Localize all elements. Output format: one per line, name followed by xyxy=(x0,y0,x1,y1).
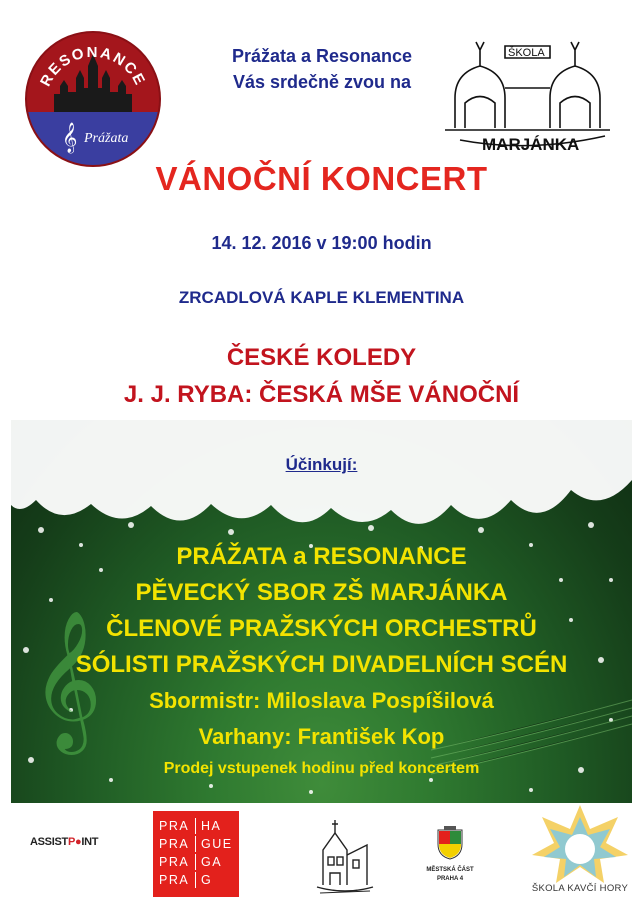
program-line-1: ČESKÉ KOLEDY xyxy=(226,344,417,371)
performer-line-3: ČLENOVÉ PRAŽSKÝCH ORCHESTRŮ xyxy=(106,615,537,642)
resonance-logo-script: Prážata xyxy=(84,131,129,146)
star-icon xyxy=(530,803,630,883)
kavci-hory-name: ŠKOLA KAVČÍ HORY xyxy=(531,883,629,894)
skola-logo-top-text: ŠKOLA xyxy=(508,47,545,59)
performer-line-1: PRÁŽATA a RESONANCE xyxy=(176,543,467,570)
skola-marjanka-logo xyxy=(440,28,615,158)
assist-text: ASSIST xyxy=(30,836,68,848)
assist-p: P xyxy=(67,836,75,848)
district-line-1: MĚSTSKÁ ČÁST xyxy=(426,867,474,873)
svg-text:𝄞: 𝄞 xyxy=(62,123,78,153)
skola-logo-bottom-text: MARJÁNKA xyxy=(482,135,580,154)
invite-line-1: Prážata a Resonance xyxy=(231,46,413,66)
performers-heading: Účinkují: xyxy=(285,455,358,474)
invite-line-2: Vás srdečně zvou na xyxy=(232,72,412,92)
praha4-crest-icon xyxy=(436,826,464,860)
praha4-logo xyxy=(425,826,475,900)
performer-line-4: SÓLISTI PRAŽSKÝCH DIVADELNÍCH SCÉN xyxy=(75,651,568,678)
choirmaster: Sbormistr: Miloslava Pospíšilová xyxy=(149,688,494,713)
organist: Varhany: František Kop xyxy=(198,724,445,749)
resonance-logo-text: RESONANCE xyxy=(37,43,149,90)
skola-kavci-hory-logo xyxy=(530,803,630,903)
praha-cell: HA xyxy=(195,818,231,834)
concert-venue: ZRCADLOVÁ KAPLE KLEMENTINA xyxy=(178,288,465,307)
assist-dot-icon: ● xyxy=(74,836,82,848)
concert-datetime: 14. 12. 2016 v 19:00 hodin xyxy=(211,233,432,253)
svg-text:𝄞: 𝄞 xyxy=(31,610,102,749)
praha-cell: PRA xyxy=(159,837,190,851)
school-sketch-logo xyxy=(315,815,375,897)
praha-cell: PRA xyxy=(159,855,190,869)
district-line-2: PRAHA 4 xyxy=(436,876,464,882)
program-line-2: J. J. RYBA: ČESKÁ MŠE VÁNOČNÍ xyxy=(123,381,520,408)
assistpoint-logo xyxy=(30,836,98,848)
praha-cell: PRA xyxy=(159,873,190,887)
praha-cell: G xyxy=(195,872,231,888)
ticket-info: Prodej vstupenek hodinu před koncertem xyxy=(163,760,480,777)
performer-line-2: PĚVECKÝ SBOR ZŠ MARJÁNKA xyxy=(135,579,508,606)
praha-cell: PRA xyxy=(159,819,190,833)
praha-cell: GUE xyxy=(195,836,231,852)
assist-int: INT xyxy=(81,836,99,848)
resonance-logo xyxy=(24,30,162,168)
concert-title: VÁNOČNÍ KONCERT xyxy=(155,160,488,197)
praha-logo xyxy=(153,811,239,897)
praha-cell: GA xyxy=(195,854,231,870)
